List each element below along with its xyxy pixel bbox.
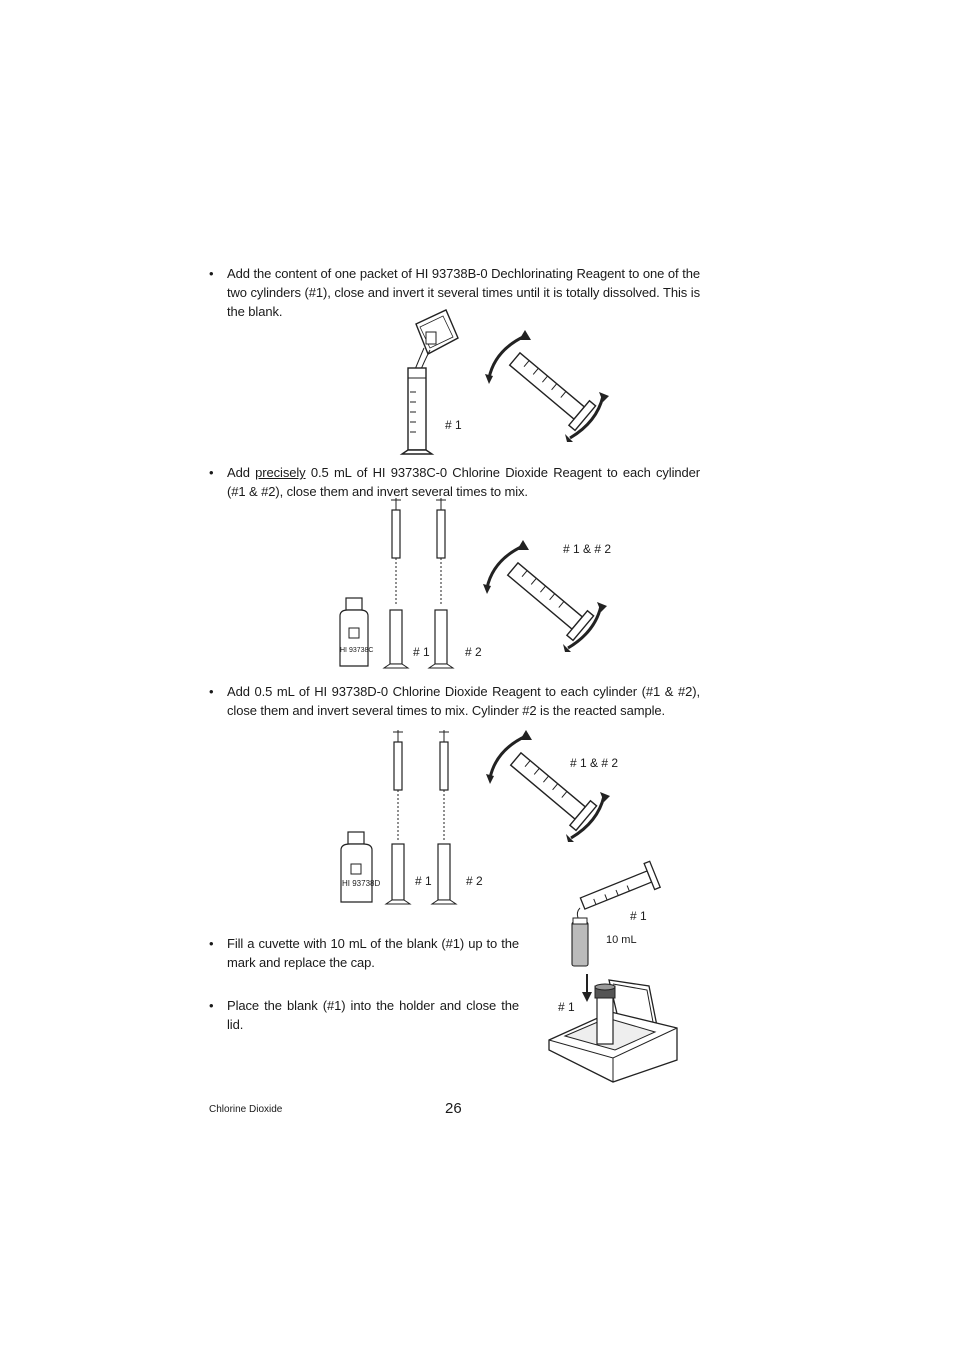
fig1-cylinder-label: # 1 xyxy=(445,418,462,432)
fig3-cylinder-1-label: # 1 xyxy=(415,874,432,888)
footer-section-name: Chlorine Dioxide xyxy=(209,1104,283,1115)
fig5-cuvette-label: # 1 xyxy=(558,1000,575,1014)
figure-3-invert-cylinder xyxy=(486,730,611,842)
step-2-text-pre: Add xyxy=(227,465,256,480)
fig4-volume-label: 10 mL xyxy=(606,934,637,946)
fig3-bottle-label: HI 93738D xyxy=(342,879,381,888)
fig3-cylinder-2-label: # 2 xyxy=(466,874,483,888)
fig2-combined-label: # 1 & # 2 xyxy=(563,542,612,556)
bullet-marker: • xyxy=(209,684,214,699)
step-5-text: Place the blank (#1) into the holder and close the lid. xyxy=(227,998,519,1032)
figure-5-meter-holder xyxy=(545,970,680,1084)
step-2-text xyxy=(227,463,700,501)
fig4-cylinder-label: # 1 xyxy=(630,909,647,923)
fig2-cylinder-1-label: # 1 xyxy=(413,645,430,659)
bullet-marker: • xyxy=(209,936,214,951)
figure-1-packet-cylinder xyxy=(398,310,478,456)
figure-4-fill-cuvette xyxy=(566,860,666,968)
fig2-bottle-label: HI 93738C xyxy=(340,647,374,654)
step-2-underlined: precisely xyxy=(255,465,306,480)
step-1-text: Add the content of one packet of HI 93738B-0 Dechlorinating Reagent to one of the two cylinders (#1), close and invert it several times until it is totally dissolved. This is the blank. xyxy=(227,266,700,319)
figure-1-invert-cylinder xyxy=(485,330,610,442)
page-number: 26 xyxy=(445,1100,462,1117)
bullet-marker: • xyxy=(209,465,214,480)
bullet-marker: • xyxy=(209,998,214,1013)
bullet-marker: • xyxy=(209,266,214,281)
step-3-text: Add 0.5 mL of HI 93738D-0 Chlorine Dioxide Reagent to each cylinder (#1 & #2), close them and invert several times to mix. Cylinder #2 is the reacted sample. xyxy=(227,684,700,718)
fig3-combined-label: # 1 & # 2 xyxy=(570,756,619,770)
step-4-text: Fill a cuvette with 10 mL of the blank (#1) up to the mark and replace the cap. xyxy=(227,936,519,970)
fig2-cylinder-2-label: # 2 xyxy=(465,645,482,659)
step-2-text-post: 0.5 mL of HI 93738C-0 Chlorine Dioxide Reagent to each cylinder (#1 & #2), close them and invert several times to mix. xyxy=(227,465,701,499)
figure-2-invert-cylinder xyxy=(483,540,608,652)
